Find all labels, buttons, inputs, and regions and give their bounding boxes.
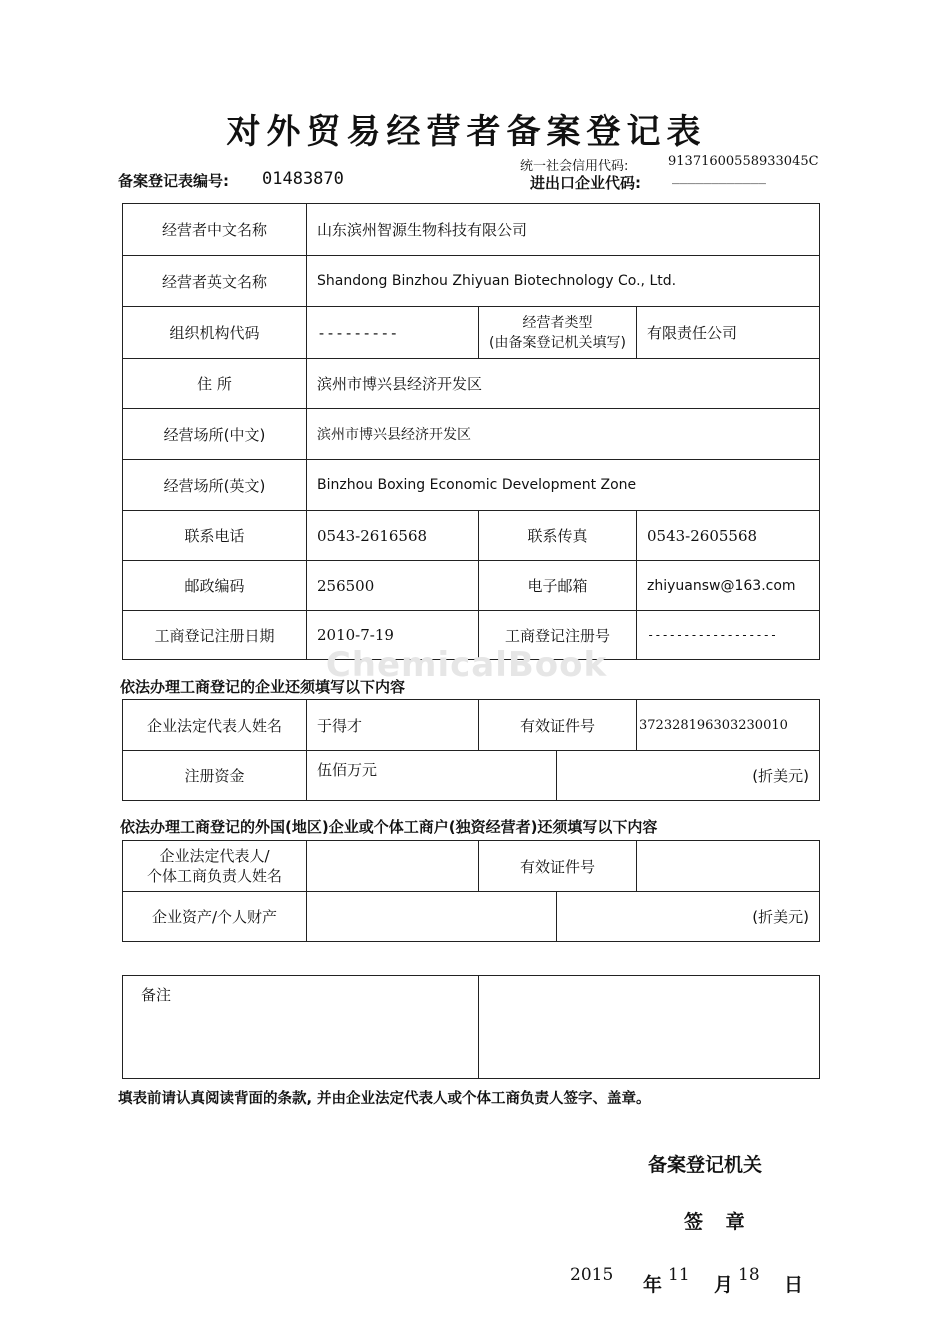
- registration-authority: 备案登记机关: [648, 1154, 763, 1176]
- reg-no-label: 工商登记注册号: [479, 611, 637, 660]
- main-info-table: [122, 203, 820, 660]
- org-code-value: ---------: [307, 307, 479, 359]
- capital-value: 伍佰万元: [307, 751, 557, 801]
- email-value: zhiyuansw@163.com: [637, 561, 820, 611]
- email-label: 电子邮箱: [479, 561, 637, 611]
- site-cn-value: 滨州市博兴县经济开发区: [307, 409, 820, 460]
- reg-date-label: 工商登记注册日期: [123, 611, 307, 660]
- section2-table: [122, 840, 820, 942]
- date-year-unit: 年: [643, 1274, 663, 1296]
- site-en-label: 经营场所(英文): [123, 460, 307, 511]
- import-export-label: 进出口企业代码:: [530, 174, 641, 192]
- legal-rep-value: 于得才: [307, 700, 479, 751]
- remarks-value: [479, 976, 820, 1079]
- capital-label: 注册资金: [123, 751, 307, 801]
- form-number-label: 备案登记表编号:: [118, 172, 229, 190]
- fax-label: 联系传真: [479, 511, 637, 561]
- postcode-value: 256500: [307, 561, 479, 611]
- assets-usd-note: (折美元): [557, 892, 820, 942]
- credit-code-label: 统一社会信用代码:: [520, 159, 629, 174]
- foreign-rep-label: [123, 841, 307, 892]
- foreign-rep-label-line2: 个体工商负责人姓名: [146, 867, 282, 885]
- date-day: 18: [738, 1265, 760, 1285]
- date-day-unit: 日: [784, 1274, 804, 1296]
- en-name-value: Shandong Binzhou Zhiyuan Biotechnology Co., Ltd.: [307, 256, 820, 307]
- operator-type-value: 有限责任公司: [637, 307, 820, 359]
- remarks-label: 备注: [123, 976, 479, 1079]
- seal-label: 签 章: [684, 1211, 753, 1233]
- reg-no-value: ------------------: [637, 611, 820, 660]
- watermark: ChemicalBook: [325, 645, 608, 685]
- foreign-rep-label-line1: 企业法定代表人/: [159, 847, 270, 865]
- postcode-label: 邮政编码: [123, 561, 307, 611]
- org-code-label: 组织机构代码: [123, 307, 307, 359]
- assets-label: 企业资产/个人财产: [123, 892, 307, 942]
- site-en-value: Binzhou Boxing Economic Development Zone: [307, 460, 820, 511]
- form-number: 01483870: [262, 169, 344, 189]
- id-number-value: 372328196303230010: [637, 700, 820, 751]
- id-number-label: 有效证件号: [479, 700, 637, 751]
- address-label: 住 所: [123, 359, 307, 409]
- phone-value: 0543-2616568: [307, 511, 479, 561]
- fax-value: 0543-2605568: [637, 511, 820, 561]
- legal-rep-label: 企业法定代表人姓名: [123, 700, 307, 751]
- operator-type-label-line2: (由备案登记机关填写): [489, 334, 626, 351]
- en-name-label: 经营者英文名称: [123, 256, 307, 307]
- cn-name-value: 山东滨州智源生物科技有限公司: [307, 204, 820, 256]
- credit-code: 91371600558933045C: [668, 154, 819, 169]
- cn-name-label: 经营者中文名称: [123, 204, 307, 256]
- phone-label: 联系电话: [123, 511, 307, 561]
- operator-type-label-line1: 经营者类型: [522, 314, 593, 331]
- operator-type-label: [479, 307, 637, 359]
- reg-date-value: 2010-7-19: [307, 611, 479, 660]
- site-cn-label: 经营场所(中文): [123, 409, 307, 460]
- import-export-code: ____________: [672, 170, 766, 185]
- date-month-unit: 月: [714, 1274, 734, 1296]
- footer-note: 填表前请认真阅读背面的条款, 并由企业法定代表人或个体工商负责人签字、盖章。: [118, 1091, 651, 1107]
- address-value: 滨州市博兴县经济开发区: [307, 359, 820, 409]
- date-month: 11: [668, 1265, 690, 1285]
- foreign-id-value: [637, 841, 820, 892]
- remarks-table: [122, 975, 820, 1079]
- foreign-id-label: 有效证件号: [479, 841, 637, 892]
- foreign-rep-value: [307, 841, 479, 892]
- date-year: 2015: [570, 1265, 614, 1285]
- document-title: 对外贸易经营者备案登记表: [226, 112, 707, 152]
- capital-usd-note: (折美元): [557, 751, 820, 801]
- assets-value: [307, 892, 557, 942]
- section2-title: 依法办理工商登记的外国(地区)企业或个体工商户(独资经营者)还须填写以下内容: [120, 818, 658, 836]
- section1-title: 依法办理工商登记的企业还须填写以下内容: [120, 678, 406, 696]
- section1-table: [122, 699, 820, 801]
